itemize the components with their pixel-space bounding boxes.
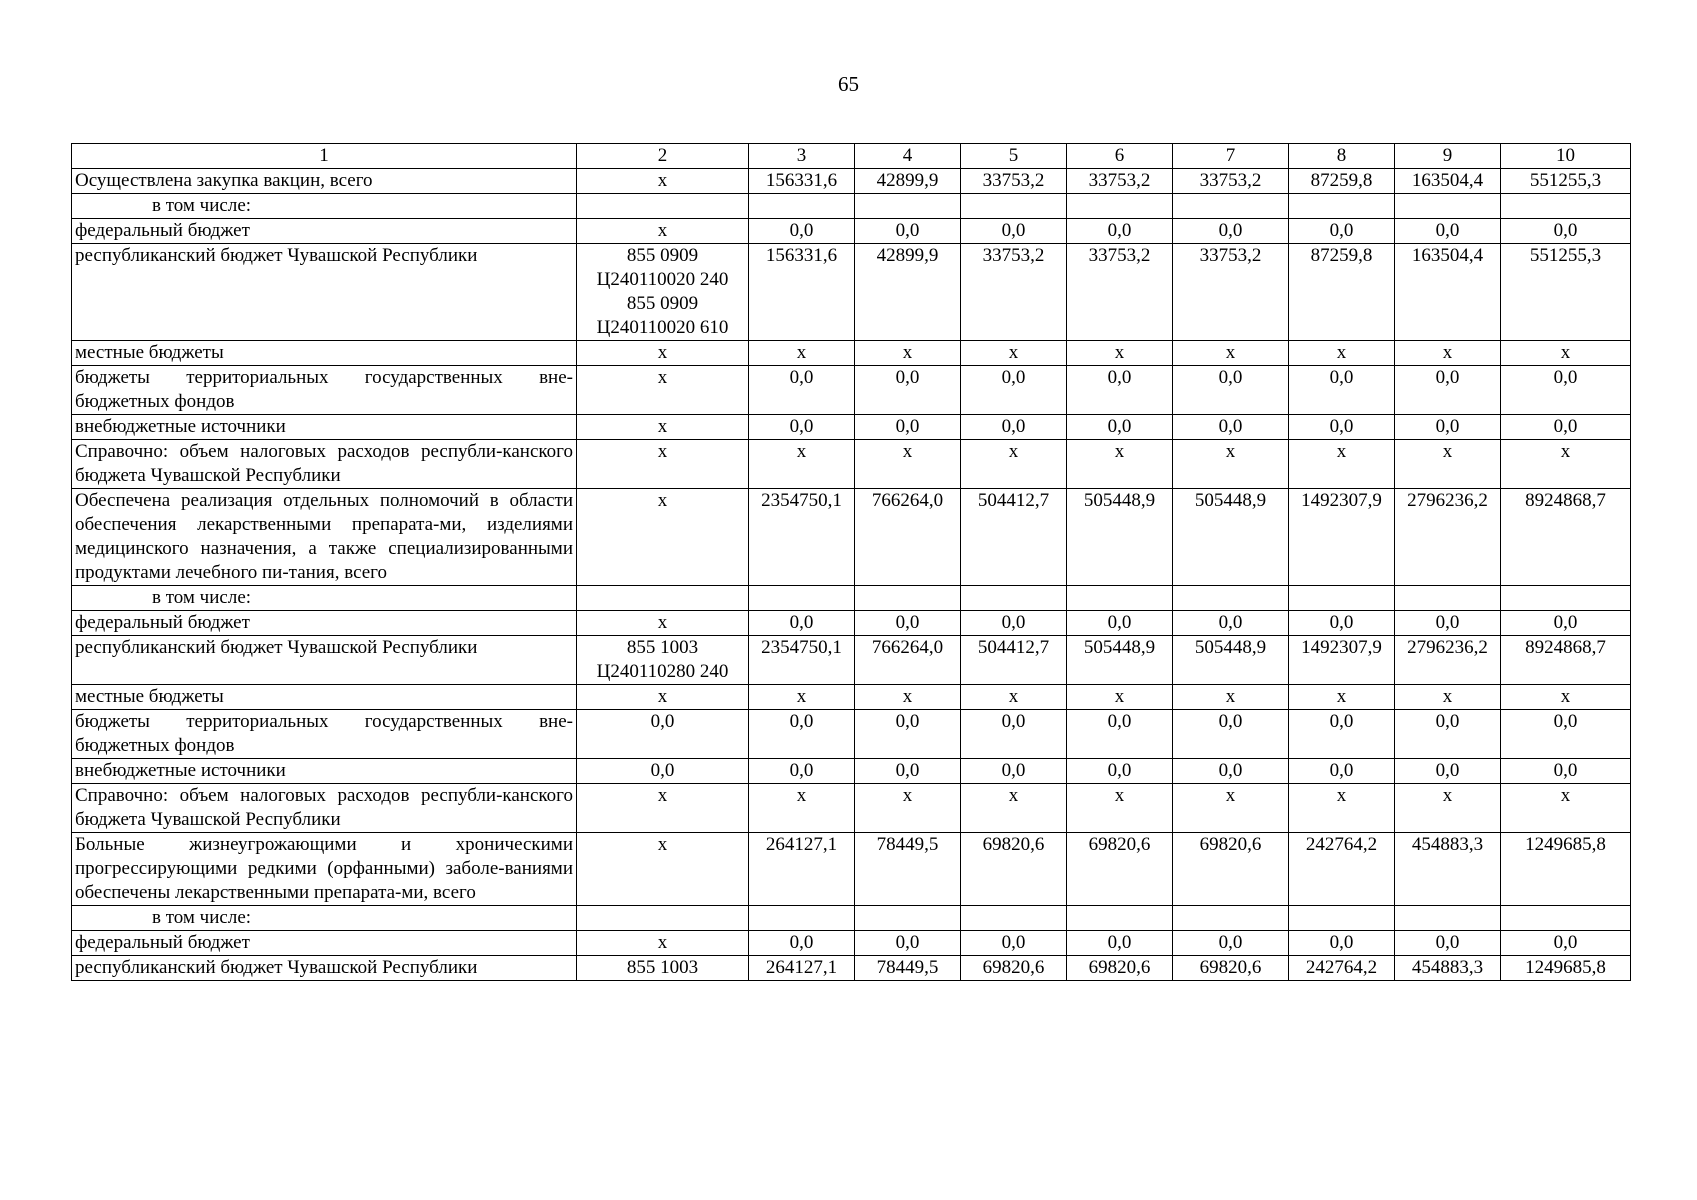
row-label: Больные жизнеугрожающими и хроническими прогрессирующими редкими (орфанными) заболе-ваниями обеспечены лекарственными препарата-ми, всего [72, 833, 577, 906]
value-cell: 0,0 [855, 759, 961, 784]
row-label: бюджеты территориальных государственных вне-бюджетных фондов [72, 710, 577, 759]
table-row [72, 219, 1631, 244]
value-cell: 33753,2 [961, 244, 1067, 341]
value-cell [1395, 194, 1501, 219]
table-row [72, 341, 1631, 366]
row-label: местные бюджеты [72, 341, 577, 366]
table-row [72, 636, 1631, 685]
value-cell: х [1501, 685, 1631, 710]
value-cell: 2354750,1 [749, 636, 855, 685]
value-cell: 33753,2 [961, 169, 1067, 194]
value-cell: 42899,9 [855, 169, 961, 194]
value-cell: 156331,6 [749, 244, 855, 341]
budget-code-cell: 855 1003 [577, 956, 749, 981]
value-cell: 163504,4 [1395, 169, 1501, 194]
value-cell: 0,0 [961, 366, 1067, 415]
value-cell: х [1067, 341, 1173, 366]
value-cell: 69820,6 [1173, 956, 1289, 981]
row-label: в том числе: [72, 194, 577, 219]
table-row [72, 489, 1631, 586]
value-cell: х [1501, 341, 1631, 366]
value-cell: 1249685,8 [1501, 833, 1631, 906]
value-cell: 242764,2 [1289, 956, 1395, 981]
row-label: в том числе: [72, 906, 577, 931]
value-cell: 0,0 [1173, 611, 1289, 636]
budget-table [71, 143, 1631, 981]
value-cell: х [1173, 440, 1289, 489]
value-cell: 69820,6 [961, 956, 1067, 981]
value-cell: 0,0 [1173, 219, 1289, 244]
value-cell: 0,0 [855, 366, 961, 415]
value-cell: х [855, 685, 961, 710]
value-cell: х [1395, 784, 1501, 833]
row-label: федеральный бюджет [72, 219, 577, 244]
table-row [72, 710, 1631, 759]
value-cell: 504412,7 [961, 489, 1067, 586]
value-cell [749, 906, 855, 931]
value-cell: 0,0 [1067, 415, 1173, 440]
value-cell: х [961, 341, 1067, 366]
value-cell: 0,0 [961, 611, 1067, 636]
value-cell: 0,0 [1067, 219, 1173, 244]
table-row [72, 440, 1631, 489]
value-cell: 0,0 [1501, 931, 1631, 956]
row-label: федеральный бюджет [72, 931, 577, 956]
value-cell [961, 586, 1067, 611]
value-cell [1289, 194, 1395, 219]
value-cell [855, 586, 961, 611]
value-cell: 0,0 [1289, 611, 1395, 636]
column-header: 4 [855, 144, 961, 169]
value-cell: 242764,2 [1289, 833, 1395, 906]
value-cell: 0,0 [1395, 759, 1501, 784]
budget-code-cell: х [577, 833, 749, 906]
value-cell: 551255,3 [1501, 169, 1631, 194]
value-cell: 8924868,7 [1501, 636, 1631, 685]
value-cell: х [1395, 685, 1501, 710]
value-cell: х [1067, 685, 1173, 710]
value-cell [961, 906, 1067, 931]
value-cell: 33753,2 [1067, 244, 1173, 341]
value-cell: 454883,3 [1395, 833, 1501, 906]
value-cell: 33753,2 [1173, 169, 1289, 194]
budget-code-cell [577, 194, 749, 219]
row-label: федеральный бюджет [72, 611, 577, 636]
value-cell: х [749, 685, 855, 710]
value-cell: 0,0 [1067, 759, 1173, 784]
row-label: Справочно: объем налоговых расходов республи-канского бюджета Чувашской Республики [72, 784, 577, 833]
value-cell [1173, 586, 1289, 611]
value-cell: х [1289, 784, 1395, 833]
table-row [72, 169, 1631, 194]
value-cell: 0,0 [1501, 366, 1631, 415]
value-cell: 505448,9 [1173, 489, 1289, 586]
value-cell [1395, 906, 1501, 931]
value-cell: 33753,2 [1173, 244, 1289, 341]
row-label: Осуществлена закупка вакцин, всего [72, 169, 577, 194]
value-cell: 0,0 [1173, 759, 1289, 784]
value-cell: 0,0 [961, 415, 1067, 440]
value-cell: 0,0 [855, 710, 961, 759]
table-row [72, 685, 1631, 710]
value-cell: 0,0 [1289, 710, 1395, 759]
budget-code-cell: х [577, 366, 749, 415]
table-row [72, 759, 1631, 784]
value-cell: х [1173, 685, 1289, 710]
value-cell [855, 194, 961, 219]
value-cell: 33753,2 [1067, 169, 1173, 194]
value-cell: 0,0 [1395, 219, 1501, 244]
value-cell: 8924868,7 [1501, 489, 1631, 586]
value-cell: 0,0 [1395, 611, 1501, 636]
value-cell: 504412,7 [961, 636, 1067, 685]
value-cell: х [749, 341, 855, 366]
value-cell: 0,0 [1289, 219, 1395, 244]
value-cell: 2796236,2 [1395, 636, 1501, 685]
value-cell: 1492307,9 [1289, 489, 1395, 586]
value-cell: 69820,6 [961, 833, 1067, 906]
column-header: 5 [961, 144, 1067, 169]
value-cell: 87259,8 [1289, 244, 1395, 341]
value-cell: 2796236,2 [1395, 489, 1501, 586]
value-cell [1289, 586, 1395, 611]
table-row [72, 833, 1631, 906]
value-cell: 69820,6 [1067, 833, 1173, 906]
value-cell: 0,0 [1067, 366, 1173, 415]
row-label: республиканский бюджет Чувашской Республики [72, 636, 577, 685]
table-row [72, 366, 1631, 415]
value-cell: 0,0 [855, 931, 961, 956]
table-row [72, 611, 1631, 636]
budget-code-cell: х [577, 489, 749, 586]
value-cell: 0,0 [749, 759, 855, 784]
value-cell: х [1067, 784, 1173, 833]
budget-code-cell: х [577, 611, 749, 636]
value-cell [749, 586, 855, 611]
value-cell: 0,0 [1289, 759, 1395, 784]
column-number-row [72, 144, 1631, 169]
value-cell: 264127,1 [749, 833, 855, 906]
row-label: местные бюджеты [72, 685, 577, 710]
row-label: Обеспечена реализация отдельных полномочий в области обеспечения лекарственными препарата-ми, изделиями медицинского назначения, а также специализированными продуктами лечебного пи-тания, всего [72, 489, 577, 586]
value-cell [1501, 586, 1631, 611]
value-cell: 0,0 [1289, 366, 1395, 415]
value-cell: 69820,6 [1067, 956, 1173, 981]
value-cell: 0,0 [1395, 415, 1501, 440]
column-header: 2 [577, 144, 749, 169]
value-cell: 0,0 [749, 415, 855, 440]
value-cell: 1249685,8 [1501, 956, 1631, 981]
value-cell: 0,0 [1173, 366, 1289, 415]
value-cell: 0,0 [1173, 710, 1289, 759]
value-cell: 0,0 [1395, 366, 1501, 415]
table-row [72, 784, 1631, 833]
value-cell: 2354750,1 [749, 489, 855, 586]
value-cell: 0,0 [961, 219, 1067, 244]
value-cell: 0,0 [1067, 931, 1173, 956]
value-cell: х [855, 440, 961, 489]
value-cell: 78449,5 [855, 956, 961, 981]
column-header: 3 [749, 144, 855, 169]
budget-code-cell [577, 906, 749, 931]
table-row [72, 906, 1631, 931]
row-label: бюджеты территориальных государственных вне-бюджетных фондов [72, 366, 577, 415]
value-cell: х [961, 784, 1067, 833]
value-cell: 0,0 [1395, 710, 1501, 759]
value-cell: 505448,9 [1173, 636, 1289, 685]
value-cell [1067, 906, 1173, 931]
budget-code-cell: 855 0909 Ц240110020 240 855 0909 Ц240110020 610 [577, 244, 749, 341]
value-cell: х [1173, 341, 1289, 366]
value-cell: 0,0 [855, 415, 961, 440]
row-label: в том числе: [72, 586, 577, 611]
row-label: внебюджетные источники [72, 759, 577, 784]
value-cell [749, 194, 855, 219]
value-cell: 766264,0 [855, 636, 961, 685]
value-cell [1501, 906, 1631, 931]
column-header: 7 [1173, 144, 1289, 169]
value-cell: х [855, 784, 961, 833]
value-cell [1173, 194, 1289, 219]
row-label: внебюджетные источники [72, 415, 577, 440]
value-cell: 87259,8 [1289, 169, 1395, 194]
value-cell: х [855, 341, 961, 366]
value-cell [1067, 586, 1173, 611]
budget-code-cell: х [577, 219, 749, 244]
value-cell: 0,0 [1289, 415, 1395, 440]
value-cell: х [961, 440, 1067, 489]
budget-code-cell: х [577, 415, 749, 440]
column-header: 1 [72, 144, 577, 169]
value-cell: 0,0 [749, 710, 855, 759]
value-cell: 0,0 [855, 219, 961, 244]
table-row [72, 931, 1631, 956]
value-cell: 0,0 [1067, 710, 1173, 759]
column-header: 9 [1395, 144, 1501, 169]
budget-code-cell: 855 1003 Ц240110280 240 [577, 636, 749, 685]
value-cell: 0,0 [1067, 611, 1173, 636]
budget-code-cell: х [577, 341, 749, 366]
value-cell: 0,0 [1501, 710, 1631, 759]
table-row [72, 194, 1631, 219]
value-cell [1173, 906, 1289, 931]
value-cell: 264127,1 [749, 956, 855, 981]
value-cell: 766264,0 [855, 489, 961, 586]
value-cell: 0,0 [749, 931, 855, 956]
value-cell: 163504,4 [1395, 244, 1501, 341]
budget-code-cell: 0,0 [577, 759, 749, 784]
value-cell [961, 194, 1067, 219]
value-cell: 0,0 [1173, 415, 1289, 440]
row-label: республиканский бюджет Чувашской Республики [72, 956, 577, 981]
budget-code-cell: х [577, 440, 749, 489]
value-cell [1289, 906, 1395, 931]
row-label: республиканский бюджет Чувашской Республики [72, 244, 577, 341]
table-row [72, 244, 1631, 341]
value-cell: 0,0 [749, 219, 855, 244]
value-cell [1501, 194, 1631, 219]
table-row [72, 586, 1631, 611]
value-cell: х [1395, 341, 1501, 366]
value-cell: 0,0 [749, 611, 855, 636]
value-cell [1395, 586, 1501, 611]
value-cell: 0,0 [961, 710, 1067, 759]
column-header: 10 [1501, 144, 1631, 169]
value-cell: х [749, 440, 855, 489]
value-cell: х [1289, 440, 1395, 489]
value-cell [855, 906, 961, 931]
table-row [72, 415, 1631, 440]
value-cell: 0,0 [1501, 415, 1631, 440]
value-cell [1067, 194, 1173, 219]
value-cell: х [961, 685, 1067, 710]
value-cell: 0,0 [749, 366, 855, 415]
value-cell: х [1067, 440, 1173, 489]
value-cell: 0,0 [1501, 219, 1631, 244]
value-cell: х [749, 784, 855, 833]
value-cell: 0,0 [855, 611, 961, 636]
value-cell: 551255,3 [1501, 244, 1631, 341]
value-cell: 69820,6 [1173, 833, 1289, 906]
row-label: Справочно: объем налоговых расходов республи-канского бюджета Чувашской Республики [72, 440, 577, 489]
column-header: 8 [1289, 144, 1395, 169]
value-cell: 1492307,9 [1289, 636, 1395, 685]
budget-code-cell [577, 586, 749, 611]
value-cell: х [1501, 440, 1631, 489]
budget-code-cell: 0,0 [577, 710, 749, 759]
value-cell: 0,0 [961, 759, 1067, 784]
value-cell: х [1501, 784, 1631, 833]
value-cell: 0,0 [1395, 931, 1501, 956]
column-header: 6 [1067, 144, 1173, 169]
page-number: 65 [838, 72, 859, 96]
budget-code-cell: х [577, 931, 749, 956]
value-cell: 505448,9 [1067, 489, 1173, 586]
value-cell: 0,0 [1173, 931, 1289, 956]
value-cell: 156331,6 [749, 169, 855, 194]
table-row [72, 956, 1631, 981]
budget-code-cell: х [577, 685, 749, 710]
value-cell: 0,0 [961, 931, 1067, 956]
value-cell: 0,0 [1501, 611, 1631, 636]
value-cell: 42899,9 [855, 244, 961, 341]
value-cell: 78449,5 [855, 833, 961, 906]
value-cell: 454883,3 [1395, 956, 1501, 981]
value-cell: 0,0 [1501, 759, 1631, 784]
value-cell: х [1395, 440, 1501, 489]
budget-code-cell: х [577, 784, 749, 833]
value-cell: 0,0 [1289, 931, 1395, 956]
value-cell: х [1289, 685, 1395, 710]
value-cell: х [1173, 784, 1289, 833]
value-cell: х [1289, 341, 1395, 366]
value-cell: 505448,9 [1067, 636, 1173, 685]
budget-code-cell: х [577, 169, 749, 194]
